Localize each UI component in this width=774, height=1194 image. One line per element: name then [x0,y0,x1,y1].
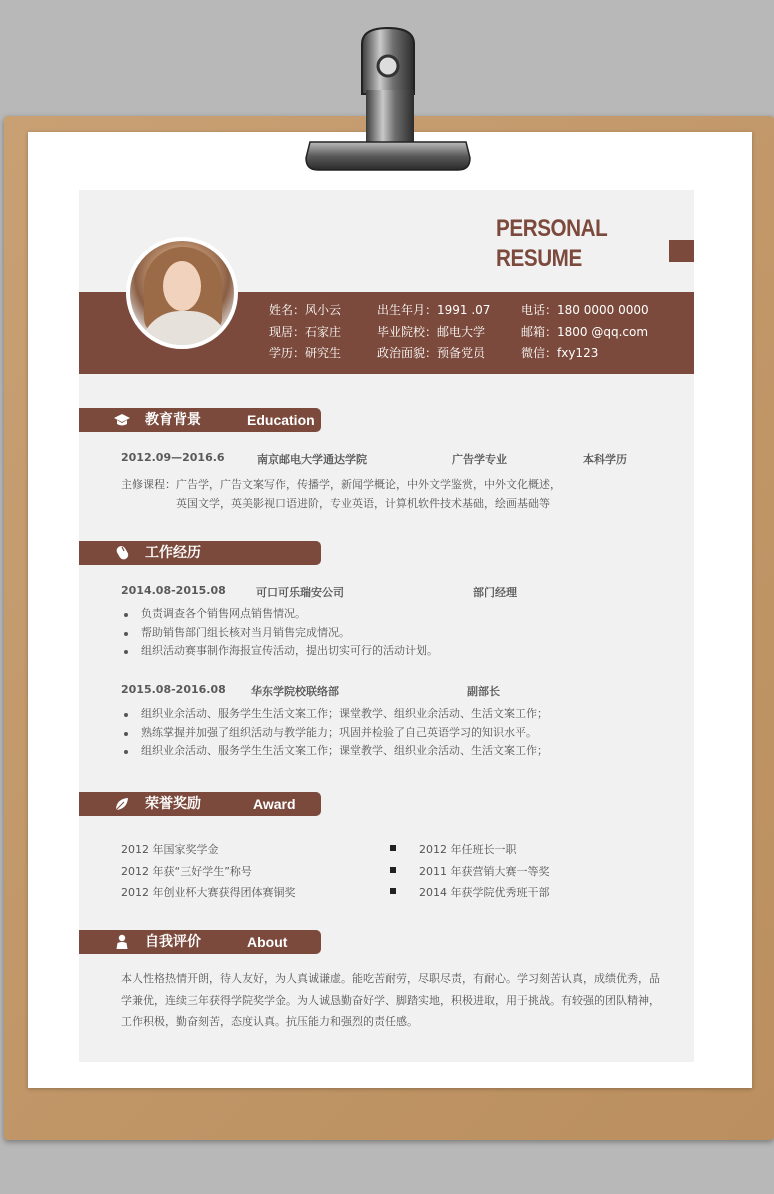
about-text: 本人性格热情开朗，待人友好，为人真诚谦虚。能吃苦耐劳，尽职尽责，有耐心。学习刻苦认真，成绩优秀，品学兼优，连续三年获得学院奖学金。为人诚恳勤奋好学、脚踏实地，积极进取，用于挑战。有较强的团队精神，工作积极，勤奋刻苦，态度认真。抗压能力和强烈的责任感。 [121,972,660,1028]
resume-title: PERSONAL RESUME [496,215,607,272]
edu-level: 本科学历 [583,453,627,466]
list-item: 组织业余活动、服务学生生活文案工作；课堂教学、组织业余活动、生活文案工作； [141,705,548,724]
profile-phone: 电话：180 0000 0000 [521,303,649,317]
section-title: 荣誉奖励 [145,796,201,812]
award-item: 2014 年获学院优秀班干部 [419,886,550,899]
job-period: 2014.08-2015.08 [121,584,226,597]
job-company: 华东学院校联络部 [251,685,339,698]
list-item: 负责调查各个销售网点销售情况。 [141,605,438,624]
edu-major: 广告学专业 [452,453,507,466]
section-subtitle: About [247,934,288,950]
section-title: 教育背景 [145,412,201,428]
bullet-square-icon [390,845,396,851]
resume-sheet [79,190,694,1062]
section-education [79,408,321,432]
edu-period: 2012.09—2016.6 [121,451,225,464]
mouse-icon [113,544,131,562]
person-icon [113,933,131,951]
job-period: 2015.08-2016.08 [121,683,226,696]
profile-location: 现居：石家庄 [269,324,342,339]
profile-politics: 政治面貌：预备党员 [377,346,486,360]
section-work [79,541,321,565]
list-item: 帮助销售部门组长核对当月销售完成情况。 [141,624,438,643]
profile-birth: 出生年月：1991 .07 [377,303,491,317]
graduation-cap-icon [113,411,131,429]
job-duties [141,705,548,761]
profile-school: 毕业院校：邮电大学 [377,324,486,339]
list-item: 组织业余活动、服务学生生活文案工作；课堂教学、组织业余活动、生活文案工作； [141,742,548,761]
section-subtitle: Award [253,796,296,812]
section-about [79,930,321,954]
award-item: 2012 年创业杯大赛获得团体赛铜奖 [121,886,296,899]
award-item: 2012 年国家奖学金 [121,843,219,856]
section-title: 工作经历 [145,545,201,561]
job-company: 可口可乐瑞安公司 [256,586,344,599]
title-bar [471,214,694,272]
edu-courses-line2: 英国文学，英美影视口语进阶，专业英语，计算机软件技术基础，绘画基础等 [176,497,550,510]
binder-clip-icon [300,24,476,176]
award-item: 2012 年任班长一职 [419,843,517,856]
bullet-square-icon [390,888,396,894]
job-duties [141,605,438,661]
edu-school: 南京邮电大学通达学院 [257,453,367,466]
profile-degree: 学历：研究生 [269,346,342,360]
profile-wechat: 微信：fxy123 [521,346,599,360]
section-subtitle: Education [247,412,315,428]
profile-photo [126,237,238,349]
job-role: 部门经理 [473,586,517,599]
job-role: 副部长 [467,685,500,698]
section-title: 自我评价 [145,934,201,950]
title-accent-block [669,240,694,262]
section-awards [79,792,321,816]
award-item: 2012 年获“三好学生”称号 [121,865,252,878]
profile-name: 姓名：风小云 [269,303,342,317]
leaf-icon [113,795,131,813]
list-item: 组织活动赛事制作海报宣传活动，提出切实可行的活动计划。 [141,642,438,661]
list-item: 熟练掌握并加强了组织活动与教学能力；巩固并检验了自己英语学习的知识水平。 [141,724,548,743]
edu-courses-line1: 主修课程：广告学，广告文案写作，传播学，新闻学概论，中外文学鉴赏，中外文化概述， [121,478,561,491]
bullet-square-icon [390,867,396,873]
award-item: 2011 年获营销大赛一等奖 [419,865,550,878]
profile-email: 邮箱：1800 @qq.com [521,324,649,339]
